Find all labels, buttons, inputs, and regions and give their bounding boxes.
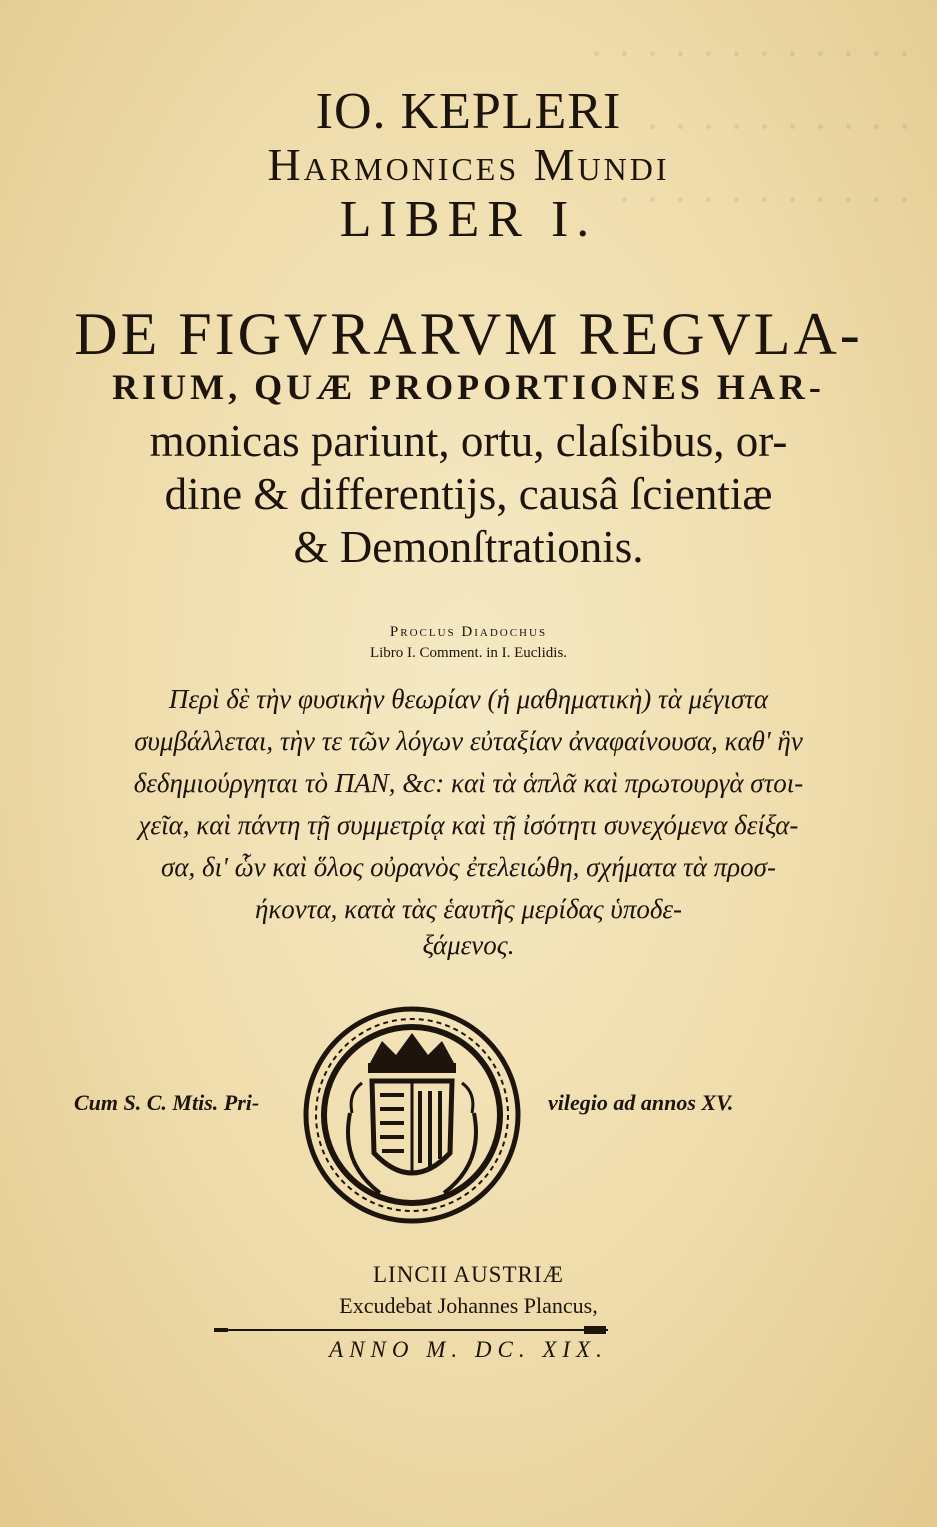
imprint-year: ANNO M. DC. XIX.	[329, 1337, 608, 1362]
imprint-printer: Excudebat Johannes Plancus,	[339, 1293, 598, 1318]
subtitle-line-2: RIUM, QUÆ PROPORTIONES HAR-	[112, 367, 825, 407]
printer-device-crest-icon	[300, 1003, 524, 1227]
ornamental-rule	[214, 1325, 608, 1335]
greek-quote-line: Περὶ δὲ τὴν φυσικὴν θεωρίαν (ἡ μαθηματικὴ) τὰ μέγιστα	[168, 684, 769, 714]
subtitle-line-5: & Demonſtrationis.	[293, 522, 644, 572]
quote-author: Proclus Diadochus	[389, 624, 548, 640]
work-title: Harmonices Mundi	[267, 139, 670, 190]
privilege-right: vilegio ad annos XV.	[548, 1090, 734, 1115]
privilege-left: Cum S. C. Mtis. Pri-	[74, 1090, 260, 1115]
subtitle-line-1: DE FIGVRARVM REGVLA-	[74, 301, 863, 367]
greek-quote-line: συμβάλλεται, τὴν τε τῶν λόγων εὐταξίαν ἀναφαίνουσα, καθ' ἣν	[134, 726, 803, 756]
subtitle-line-3: monicas pariunt, ortu, claſsibus, or-	[149, 416, 788, 466]
greek-quote-line: ξάμενος.	[422, 930, 515, 960]
imprint-place: LINCII AUSTRIÆ	[373, 1262, 564, 1287]
show-through-text: · · · · · · · · · · · · · · · · · · · · · · · · · · · · · · · · ·	[588, 31, 910, 222]
author-title: IO. KEPLERI	[315, 83, 622, 140]
quote-reference: Libro I. Comment. in I. Euclidis.	[369, 645, 568, 661]
greek-quote-line: χεῖα, καὶ πάντη τῇ συμμετρίᾳ καὶ τῇ ἰσότητι συνεχόμενα δείξα-	[138, 810, 799, 840]
book-number: LIBER I.	[339, 191, 598, 248]
subtitle-line-4: dine & differentijs, causâ ſcientiæ	[164, 469, 773, 519]
greek-quote-line: δεδημιούργηται τὸ ΠΑΝ, &c: καὶ τὰ ἁπλᾶ καὶ πρωτουργὰ στοι-	[133, 768, 804, 798]
greek-quote-line: ήκοντα, κατὰ τὰς ἑαυτῆς μερίδας ὑποδε-	[254, 894, 683, 924]
greek-quote-line: σα, δι' ὧν καὶ ὅλος οὐρανὸς ἐτελειώθη, σχήματα τὰ προσ-	[161, 852, 776, 882]
